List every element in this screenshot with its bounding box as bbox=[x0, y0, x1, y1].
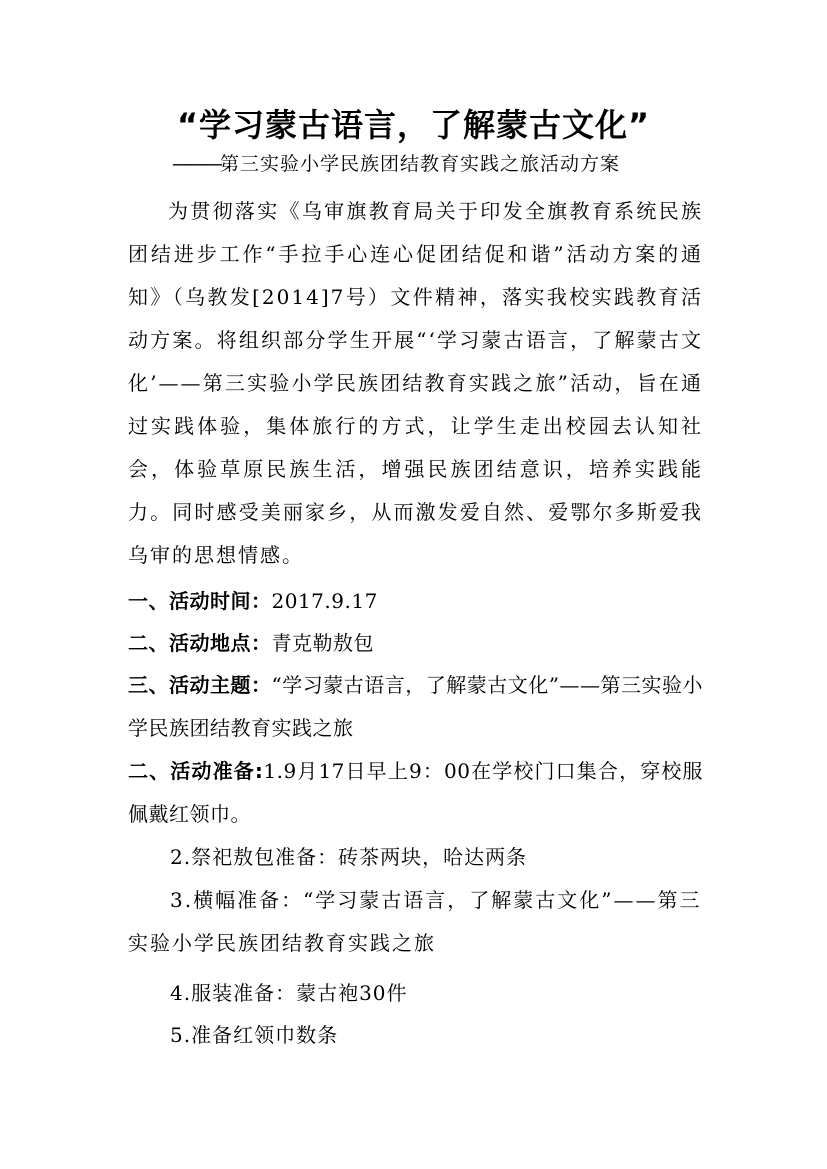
section-activity-theme bbox=[128, 664, 703, 750]
list-item: 5.准备红领巾数条 bbox=[170, 1023, 339, 1047]
section-label: 二、活动准备: bbox=[128, 759, 264, 783]
document-subtitle bbox=[172, 150, 692, 178]
section-activity-time bbox=[128, 580, 703, 623]
subtitle-dashes: ——— bbox=[172, 153, 220, 175]
intro-paragraph: 为贯彻落实《乌审旗教育局关于印发全旗教育系统民族团结进步工作“手拉手心连心促团结促和谐”活动方案的通知》（乌教发[2014]7号）文件精神，落实我校实践教育活动方案。将组织部分学生开展“‘学习蒙古语言，了解蒙古文化’——第三实验小学民族团结教育实践之旅”活动，旨在通过实践体验，集体旅行的方式，让学生走出校园去认知社会，体验草原民族生活，增强民族团结意识，培养实践能力。同时感受美丽家乡，从而激发爱自然、爱鄂尔多斯爱我乌审的思想情感。 bbox=[128, 199, 703, 567]
section-label: 三、活动主题： bbox=[128, 673, 272, 697]
section-text: “学习蒙古语言，了解蒙古文化”——第三实验小学民族团结教育实践之旅 bbox=[128, 673, 703, 740]
list-item: 3.横幅准备：“学习蒙古语言，了解蒙古文化”——第三实验小学民族团结教育实践之旅 bbox=[128, 888, 702, 955]
section-text: 2017.9.17 bbox=[271, 589, 378, 613]
section-text: 1.9月17日早上9：00在学校门口集合，穿校服佩戴红领巾。 bbox=[128, 759, 703, 826]
section-activity-location bbox=[128, 622, 703, 665]
section-label: 一、活动时间： bbox=[128, 589, 272, 613]
document-title: “学习蒙古语言，了解蒙古文化” bbox=[176, 106, 651, 144]
list-item: 2.祭祀敖包准备：砖茶两块，哈达两条 bbox=[170, 845, 528, 869]
subtitle-text: 第三实验小学民族团结教育实践之旅活动方案 bbox=[220, 153, 621, 175]
section-text: 青克勒敖包 bbox=[271, 631, 374, 655]
section-label: 二、活动地点： bbox=[128, 631, 272, 655]
section-activity-preparation bbox=[128, 750, 703, 836]
list-item: 4.服装准备：蒙古袍30件 bbox=[170, 981, 408, 1005]
